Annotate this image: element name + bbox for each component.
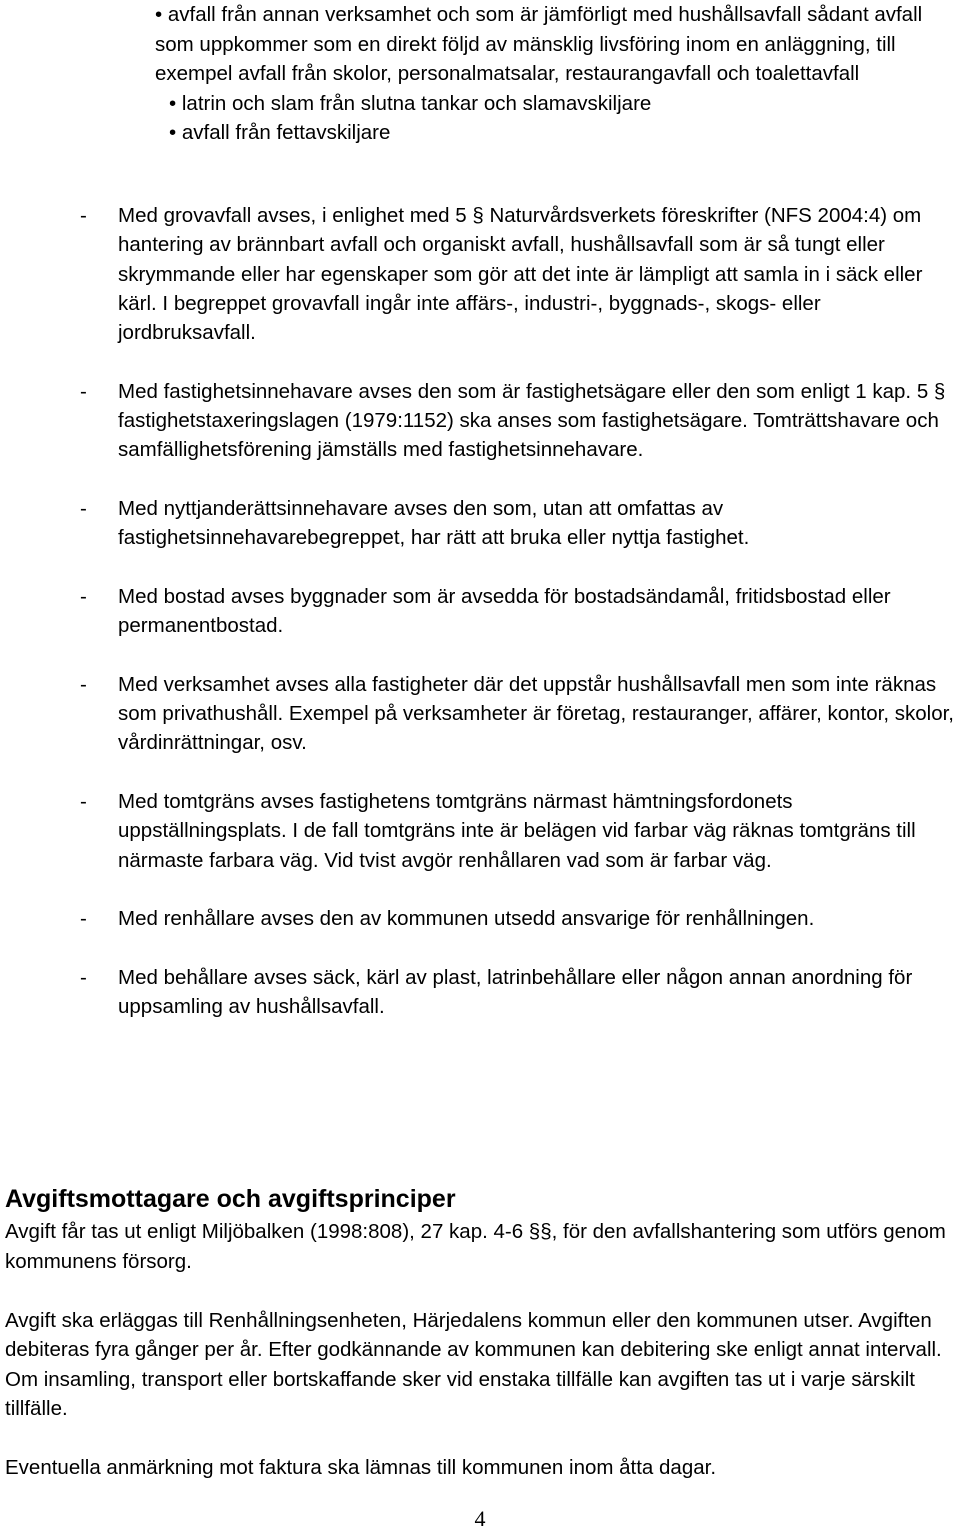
definition-text: Med verksamhet avses alla fastigheter där det uppstår hushållsavfall men som inte räknas som privathushåll. Exempel på verksamheter är företag, restauranger, affärer, kontor, skolor, vårdinrättningar, osv.: [118, 672, 954, 755]
bullet-item: • avfall från fettavskiljare: [169, 121, 391, 144]
bullet-list: [155, 0, 955, 148]
bullet-item: • latrin och slam från slutna tankar och slamavskiljare: [169, 91, 652, 115]
dash-marker: -: [80, 379, 87, 403]
definition-text: Med fastighetsinnehavare avses den som är fastighetsägare eller den som enligt 1 kap. 5 § fastighetstaxeringslagen (1979:1152) ska anses som fastighetsägare. Tomträttshavare och samfällighetsförening jämställs med fastighetsinnehavare.: [118, 379, 946, 462]
section-paragraph: Eventuella anmärkning mot faktura ska lämnas till kommunen inom åtta dagar.: [5, 1456, 717, 1479]
definition-text: Med behållare avses säck, kärl av plast, latrinbehållare eller någon annan anordning för uppsamling av hushållsavfall.: [118, 965, 913, 1019]
definition-item: [80, 201, 960, 347]
definition-item: [80, 377, 960, 465]
fee-section: [5, 1181, 955, 1512]
definition-item: [80, 904, 960, 933]
section-heading: Avgiftsmottagare och avgiftsprinciper: [5, 1185, 456, 1213]
definitions-list: [80, 201, 960, 1051]
dash-marker: -: [80, 789, 87, 813]
definition-text: Med nyttjanderättsinnehavare avses den som, utan att omfattas av fastighetsinnehavarebegreppet, har rätt att bruka eller nyttja fastighet.: [118, 496, 750, 550]
section-paragraph: Avgift får tas ut enligt Miljöbalken (1998:808), 27 kap. 4-6 §§, för den avfallshantering som utförs genom kommunens försorg.: [5, 1220, 946, 1273]
definition-text: Med renhållare avses den av kommunen utsedd ansvarige för renhållningen.: [118, 907, 815, 931]
definition-text: Med grovavfall avses, i enlighet med 5 § Naturvårdsverkets föreskrifter (NFS 2004:4) om hantering av brännbart avfall och organiskt avfall, hushållsavfall som är så tungt eller skrymmande eller har egenskaper som gör att det inte är lämpligt att samla in i säck eller kärl. I begreppet grovavfall ingår inte affärs-, industri-, byggnads-, skogs- eller jordbruksavfall.: [118, 204, 923, 345]
dash-marker: -: [80, 584, 87, 608]
definition-item: [80, 963, 960, 1022]
definition-item: [80, 787, 960, 875]
definition-item: [80, 494, 960, 553]
dash-marker: -: [80, 907, 87, 931]
bullet-item: • avfall från annan verksamhet och som är jämförligt med hushållsavfall sådant avfall som uppkommer som en direkt följd av mänsklig livsföring inom en anläggning, till exempel avfall från skolor, personalmatsalar, restaurangavfall och toalettavfall: [155, 3, 923, 85]
dash-marker: -: [80, 204, 87, 227]
definition-text: Med tomtgräns avses fastighetens tomtgräns närmast hämtningsfordonets uppställningsplats. I de fall tomtgräns inte är belägen vid farbar väg räknas tomtgräns till närmaste farbara väg. Vid tvist avgör renhållaren vad som är farbar väg.: [118, 789, 916, 872]
definition-item: [80, 670, 960, 758]
dash-marker: -: [80, 672, 87, 696]
dash-marker: -: [80, 496, 87, 520]
dash-marker: -: [80, 965, 87, 989]
section-paragraph: Avgift ska erläggas till Renhållningsenheten, Härjedalens kommun eller den kommunen utser. Avgiften debiteras fyra gånger per år. Efter godkännande av kommunen kan debitering ske enligt annat intervall. Om insamling, transport eller bortskaffande sker vid enstaka tillfälle kan avgiften tas ut i varje särskilt tillfälle.: [5, 1308, 942, 1420]
definition-text: Med bostad avses byggnader som är avsedda för bostadsändamål, fritidsbostad eller permanentbostad.: [118, 584, 891, 638]
page-number: 4: [474, 1506, 486, 1531]
definition-item: [80, 582, 960, 641]
